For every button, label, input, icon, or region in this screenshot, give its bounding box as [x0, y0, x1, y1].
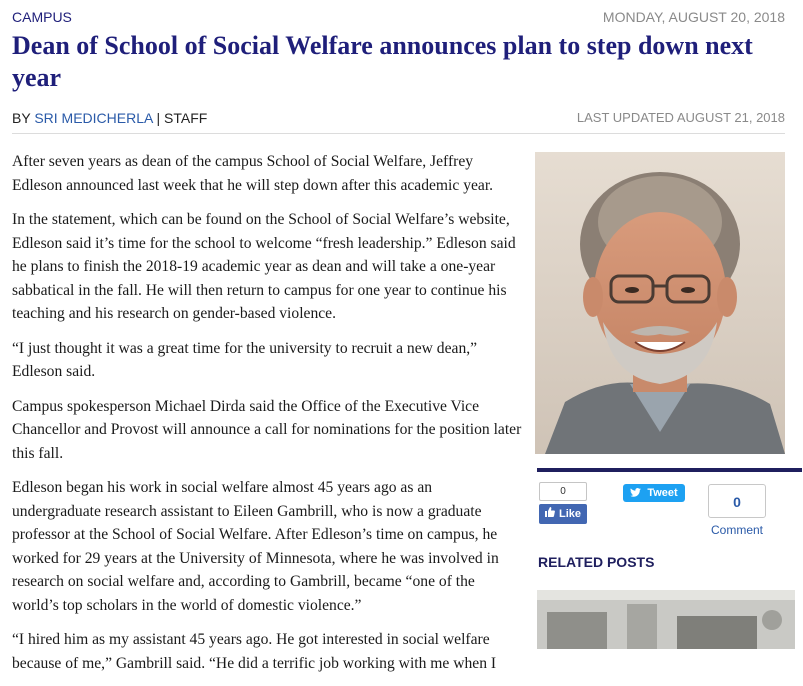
article-body: [12, 150, 522, 686]
article-paragraph: Campus spokesperson Michael Dirda said the Office of the Executive Vice Chancellor and Provost will announce a call for nominations for the position later this fall.: [12, 397, 522, 462]
article-paragraph: “I hired him as my assistant 45 years ago. He got interested in social welfare because of me,” Gambrill said. “He did a terrific job working with me when I: [12, 631, 497, 672]
last-updated: LAST UPDATED AUGUST 21, 2018: [576, 110, 785, 125]
author-link[interactable]: SRI MEDICHERLA: [34, 110, 153, 126]
related-post-image: [537, 590, 795, 649]
tweet-button[interactable]: [623, 484, 685, 502]
share-divider: [537, 468, 802, 472]
dean-portrait-photo: [535, 152, 785, 454]
share-bar: [537, 482, 802, 542]
facebook-like-button[interactable]: [539, 504, 587, 524]
article-paragraph: Edleson began his work in social welfare almost 45 years ago as an undergraduate research assistant to Eileen Gambrill, who is now a graduate professor at the School of Social Welfare. After Edleson’s time on campus, he worked for 29 years at the University of Minnesota, where he was involved in research on social welfare and, according to Gambrill, became “one of the world’s top scholars in the world of domestic violence.”: [12, 479, 499, 614]
facebook-like-widget: [539, 482, 587, 524]
tweet-label: Tweet: [647, 487, 678, 499]
article-paragraph: After seven years as dean of the campus School of Social Welfare, Jeffrey Edleson announced last week that he will step down after this academic year.: [12, 153, 494, 194]
byline: [12, 110, 207, 126]
comment-link[interactable]: Comment: [710, 523, 763, 537]
article-paragraph: “I just thought it was a great time for the university to recruit a new dean,” Edleson said.: [12, 339, 478, 380]
publish-date: MONDAY, AUGUST 20, 2018: [602, 9, 785, 25]
section-category[interactable]: CAMPUS: [12, 9, 72, 25]
portrait-illustration: [535, 152, 785, 454]
like-count: 0: [539, 482, 587, 501]
related-posts-heading: RELATED POSTS: [538, 554, 655, 570]
thumbs-up-icon: [545, 504, 555, 524]
related-post-thumbnail[interactable]: [537, 590, 795, 649]
comment-count-button[interactable]: 0: [708, 484, 766, 518]
twitter-bird-icon: [630, 487, 647, 499]
byline-separator: |: [152, 110, 164, 126]
article-paragraph: In the statement, which can be found on the School of Social Welfare’s website, Edleson said it’s time for the school to welcome “fresh leadership.” Edleson said he plans to finish the 2018-19 academic year as dean and will take a one-year sabbatical in the fall. He will then return to campus for one year to continue his teaching and his research on gender-based violence.: [12, 211, 516, 322]
like-label: Like: [559, 508, 582, 520]
article-headline: Dean of School of Social Welfare announces plan to step down next year: [12, 31, 753, 92]
byline-prefix: BY: [12, 110, 31, 126]
author-role: STAFF: [164, 110, 208, 126]
byline-row: [12, 110, 785, 134]
